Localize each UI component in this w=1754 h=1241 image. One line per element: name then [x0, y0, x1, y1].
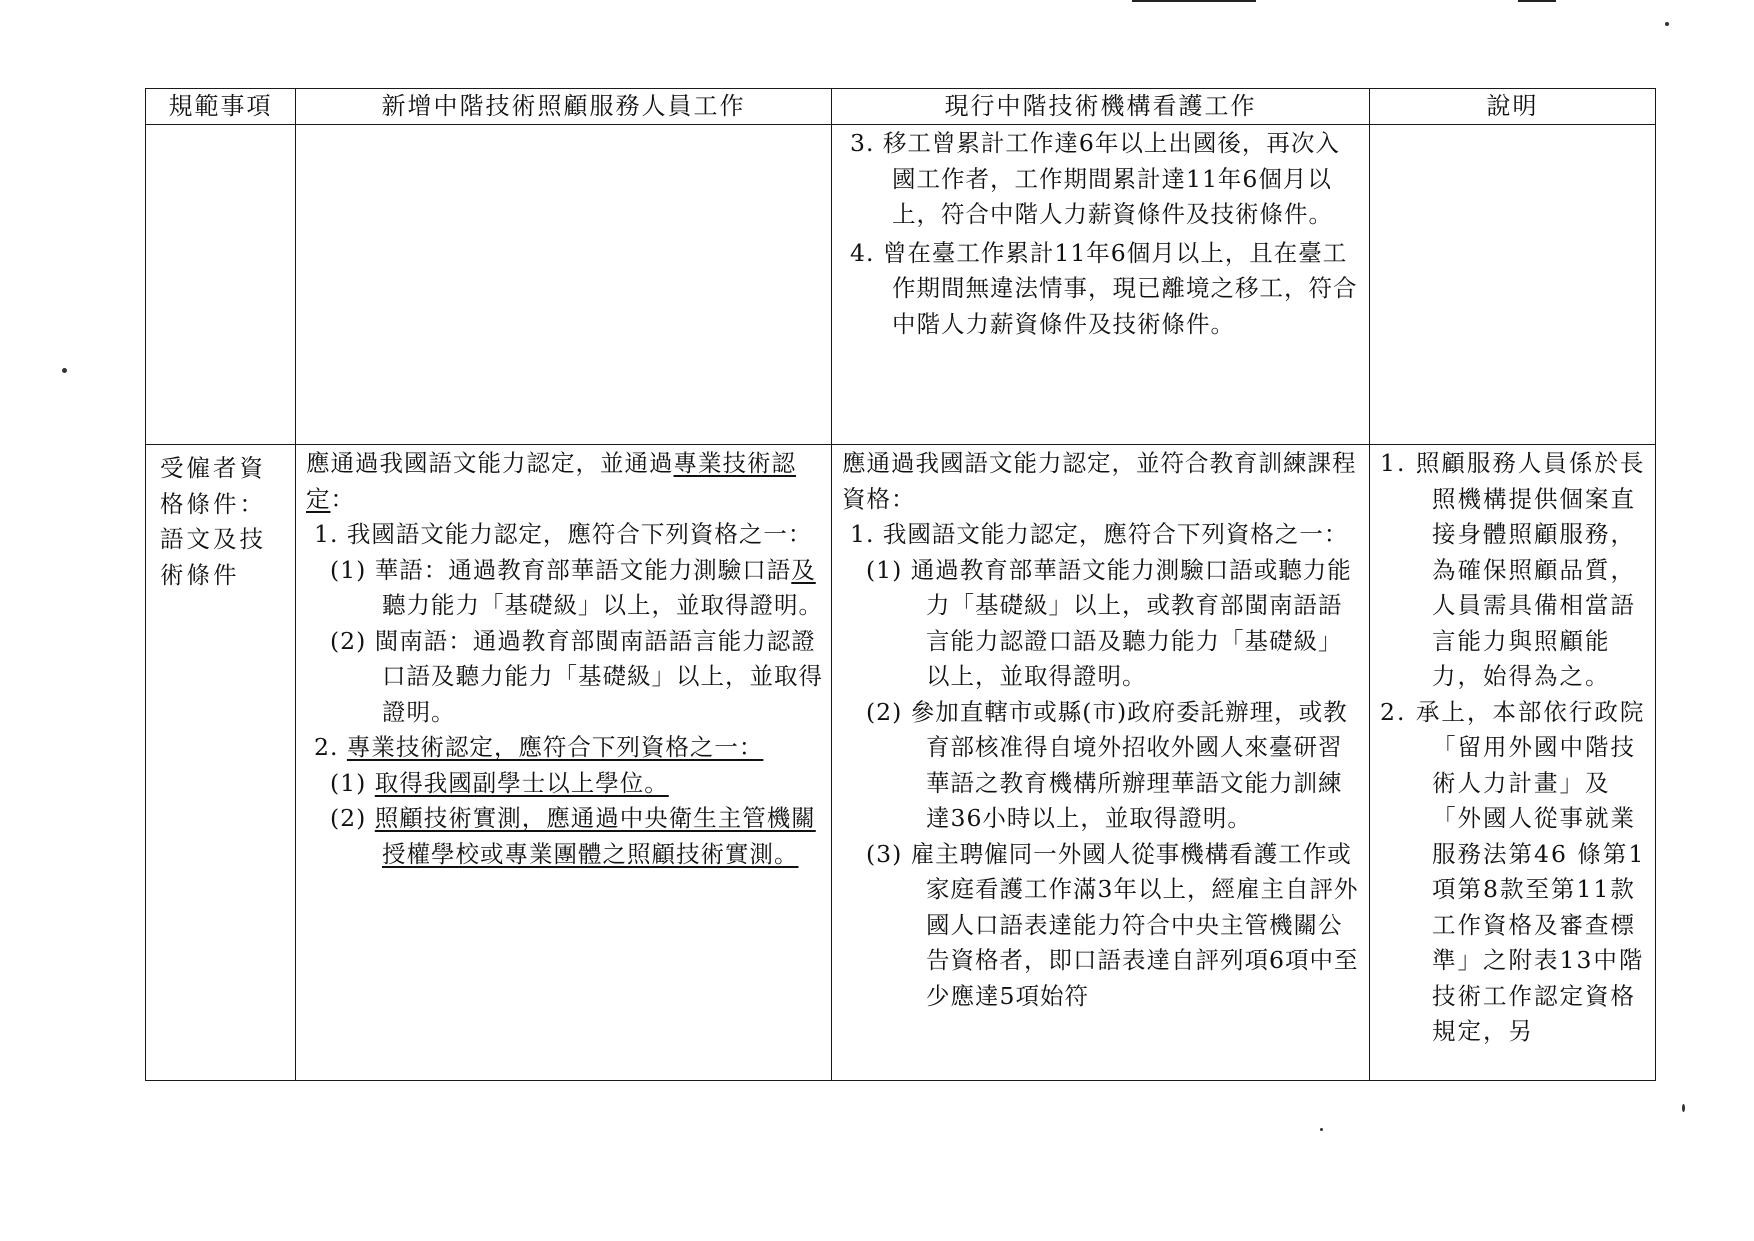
intro-paragraph: 應通過我國語文能力認定，並符合教育訓練課程資格： [842, 449, 1357, 513]
row1-regulation-cell [146, 125, 296, 445]
list-item: (3) 雇主聘僱同一外國人從事機構看護工作或家庭看護工作滿3年以上，經雇主自評外國人口語表達能力符合中央主管機關公告資格者，即口語表達自評列項6項中至少應達5項始符 [866, 839, 1359, 1010]
list-item: 2. 專業技術認定，應符合下列資格之一： [314, 733, 764, 761]
row2-regulation-cell [146, 445, 296, 1081]
table-row [146, 445, 1656, 1081]
row2-new-work-cell [296, 445, 832, 1081]
list-item: 1. 我國語文能力認定，應符合下列資格之一： [314, 520, 813, 548]
list-item: (1) 華語：通過教育部華語文能力測驗口語及聽力能力「基礎級」以上，並取得證明。 [330, 555, 823, 619]
list-item: (1) 通過教育部華語文能力測驗口語或聽力能力「基礎級」以上，或教育部閩南語語言能力認證口語及聽力能力「基礎級」以上，並取得證明。 [866, 555, 1352, 690]
scan-speck [1320, 1128, 1323, 1131]
row1-new-work-cell [296, 125, 832, 445]
list-item: (2) 照顧技術實測，應通過中央衛生主管機關授權學校或專業團體之照顧技術實測。 [330, 804, 816, 868]
regulation-label: 語文及技 [160, 525, 266, 553]
intro-paragraph: 應通過我國語文能力認定，並通過專業技術認定： [306, 449, 796, 513]
scan-top-line [1518, 0, 1556, 2]
list-item: 4. 曾在臺工作累計11年6個月以上，且在臺工作期間無違法情事，現已離境之移工，符合中階人力薪資條件及技術條件。 [850, 238, 1358, 338]
regulation-label: 格條件： [160, 489, 266, 518]
list-item: 3. 移工曾累計工作達6年以上出國後，再次入國工作者，工作期間累計達11年6個月以上，符合中階人力薪資條件及技術條件。 [850, 129, 1340, 228]
scan-speck [1665, 22, 1669, 26]
list-item: (2) 參加直轄市或縣(市)政府委託辦理，或教育部核准得自境外招收外國人來臺研習華語之教育機構所辦理華語文能力訓練達36小時以上，並取得證明。 [866, 697, 1348, 832]
scan-top-line [1132, 0, 1256, 2]
scan-speck [62, 368, 67, 373]
row1-explanation-cell [1370, 125, 1656, 445]
header-regulation-item: 規範事項 [146, 89, 296, 125]
row1-current-work-cell [832, 125, 1370, 445]
regulation-label: 術條件 [160, 560, 240, 589]
row2-current-work-cell [832, 445, 1370, 1081]
list-item: (1) 取得我國副學士以上學位。 [330, 768, 669, 797]
list-item: (2) 閩南語：通過教育部閩南語語言能力認證口語及聽力能力「基礎級」以上，並取得證明。 [330, 626, 823, 726]
row2-explanation-cell [1370, 445, 1656, 1081]
regulation-label: 受僱者資 [160, 454, 266, 482]
list-item: 1. 我國語文能力認定，應符合下列資格之一： [850, 520, 1349, 548]
regulation-comparison-table [145, 88, 1656, 1081]
scan-speck [1682, 1104, 1685, 1112]
header-explanation: 說明 [1370, 89, 1656, 125]
header-current-nursing-work: 現行中階技術機構看護工作 [832, 89, 1370, 125]
list-item: 2. 承上，本部依行政院「留用外國中階技術人力計畫」及「外國人從事就業服務法第46 條第1項第8款至第11款工作資格及審查標準」之附表13中階技術工作認定資格規定，另 [1380, 697, 1646, 1045]
header-new-caregiver-work: 新增中階技術照顧服務人員工作 [296, 89, 832, 125]
table-row [146, 125, 1656, 445]
header-row [146, 89, 1656, 125]
list-item: 1. 照顧服務人員係於長照機構提供個案直接身體照顧服務，為確保照顧品質，人員需具備相當語言能力與照顧能力，始得為之。 [1380, 449, 1646, 690]
